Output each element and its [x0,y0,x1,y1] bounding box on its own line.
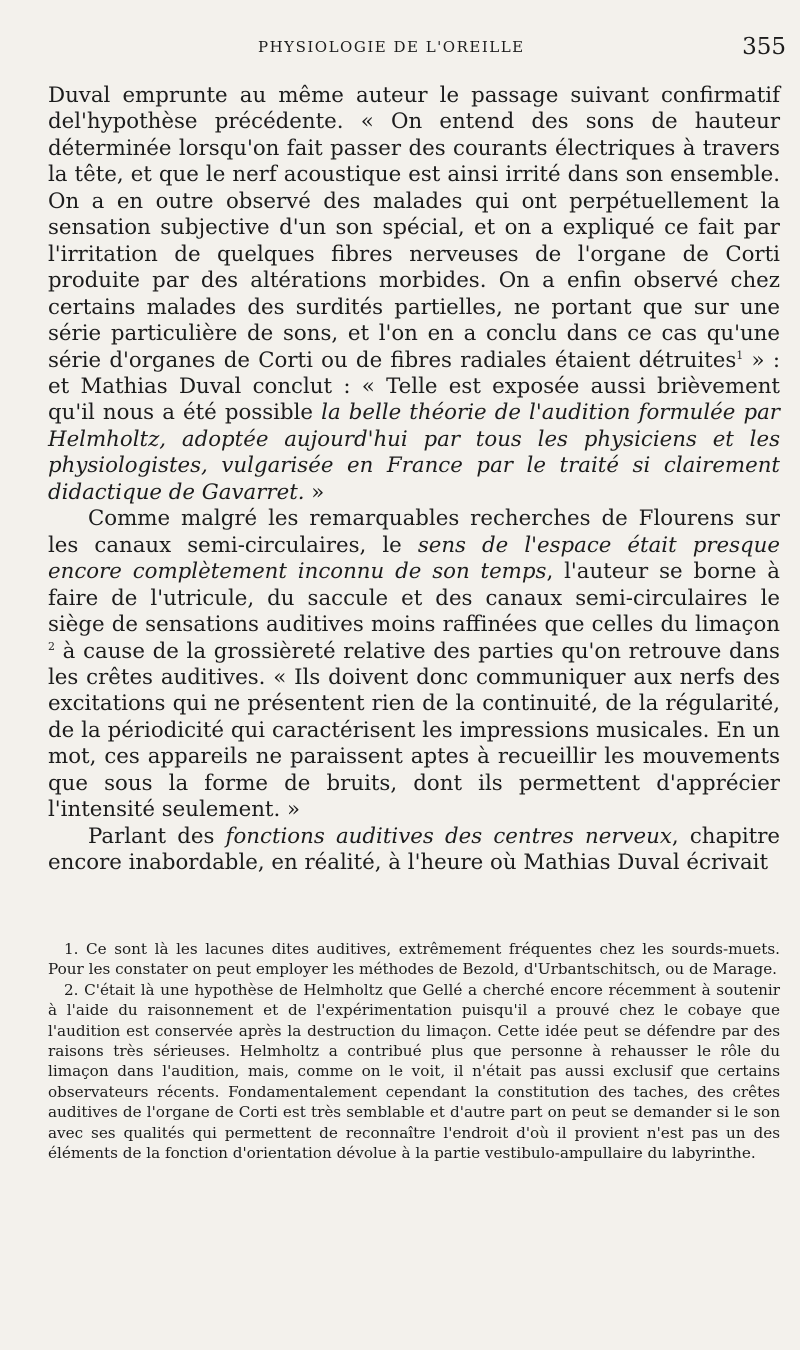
footnote-1: 1. Ce sont là les lacunes dites auditives, extrêmement fréquentes chez les sourds-muets. Pour les constater on peut employer les méthodes de Bezold, d'Urbantschitsch, ou de Marage. [48,940,780,979]
footnote-ref-1: 1 [736,348,744,362]
paragraph-1-text: Duval emprunte au même auteur le passage suivant confirmatif del'hypothèse précédente. « On entend des sons de hauteur déterminée lorsqu'on fait passer des courants électriques à travers la tête, et que le nerf acoustique est ainsi irrité dans son ensemble. On a en outre observé des malades qui ont perpétuellement la sensation subjective d'un son spécial, et on a expliqué ce fait par l'irritation de quelques fibres nerveuses de l'organe de Corti produite par des altérations morbides. On a enfin observé chez certains malades des surdités partielles, ne portant que sur une série particulière de sons, et l'on en a conclu dans ce cas qu'une série d'organes de Corti ou de fibres radiales étaient détruites [48,83,780,373]
footnote-2: 2. C'était là une hypothèse de Helmholtz que Gellé a cherché encore récemment à soutenir à l'aide du raisonnement et de l'expérimentation puisqu'il a prouvé chez le cobaye que l'audition est conservée après la destruction du limaçon. Cette idée peut se défendre par des raisons très sérieuses. Helmholtz a contribué plus que personne à rehausser le rôle du limaçon dans l'audition, mais, comme on le voit, il n'était pas aussi exclusif que certains observateurs récents. Fondamentalement cependant la constitution des taches, des crêtes auditives de l'organe de Corti est très semblable et d'autre part on peut se demander si le son avec ses qualités qui permettent de reconnaître l'endroit d'où il provient n'est pas un des éléments de la fonction d'orientation dévolue à la partie vestibulo-ampullaire du labyrinthe. [48,980,780,1163]
running-title: PHYSIOLOGIE DE L'OREILLE [258,38,525,56]
paragraph-3-text: Parlant des [88,823,226,849]
paragraph-2-text: Comme malgré les remarquables recherches de Flourens sur les canaux semi-circulaires, le [48,506,780,558]
paragraph-1-quote-italic: la belle théorie de l'audition formulée par Helmholtz, adoptée aujourd'hui par tous les physiciens et les physiologistes, vulgarisée en France par le traité si clairement didactique de Gavarret. [48,400,780,505]
paragraph-3 [48,824,780,877]
paragraph-1-text-cont: » : et Mathias Duval conclut : « Telle est exposée aussi brièvement qu'il nous a été possible [48,347,781,426]
running-head [0,36,800,60]
paragraph-2-text-cont: , l'auteur se borne à faire de l'utricule, du saccule et des canaux semi-circulaires le siège de sensations auditives moins raffinées que celles du limaçon [48,559,780,638]
paragraph-2-text-end: à cause de la grossièreté relative des parties qu'on retrouve dans les crêtes auditives. « Ils doivent donc communiquer aux nerfs des excitations qui ne présentent rien de la continuité, de la régularité, de la périodicité qui caractérisent les impressions musicales. En un mot, ces appareils ne paraissent aptes à recueillir les mouvements que sous la forme de bruits, dont ils permettent d'apprécier l'intensité seulement. » [48,638,780,823]
paragraph-1 [48,83,780,506]
paragraph-3-italic: fonctions auditives des centres nerveux [225,823,672,849]
footnote-ref-2: 2 [48,639,55,653]
paragraph-2-italic: sens de l'espace était presque encore complètement inconnu de son temps [48,532,780,585]
page-number: 355 [742,34,786,60]
paragraph-3-text-cont: , chapitre encore inabordable, en réalité, à l'heure où Mathias Duval écrivait [48,823,780,876]
footnotes [48,939,780,1163]
paragraph-2 [48,506,780,823]
main-text [48,83,780,877]
paragraph-1-close: » [304,479,325,505]
